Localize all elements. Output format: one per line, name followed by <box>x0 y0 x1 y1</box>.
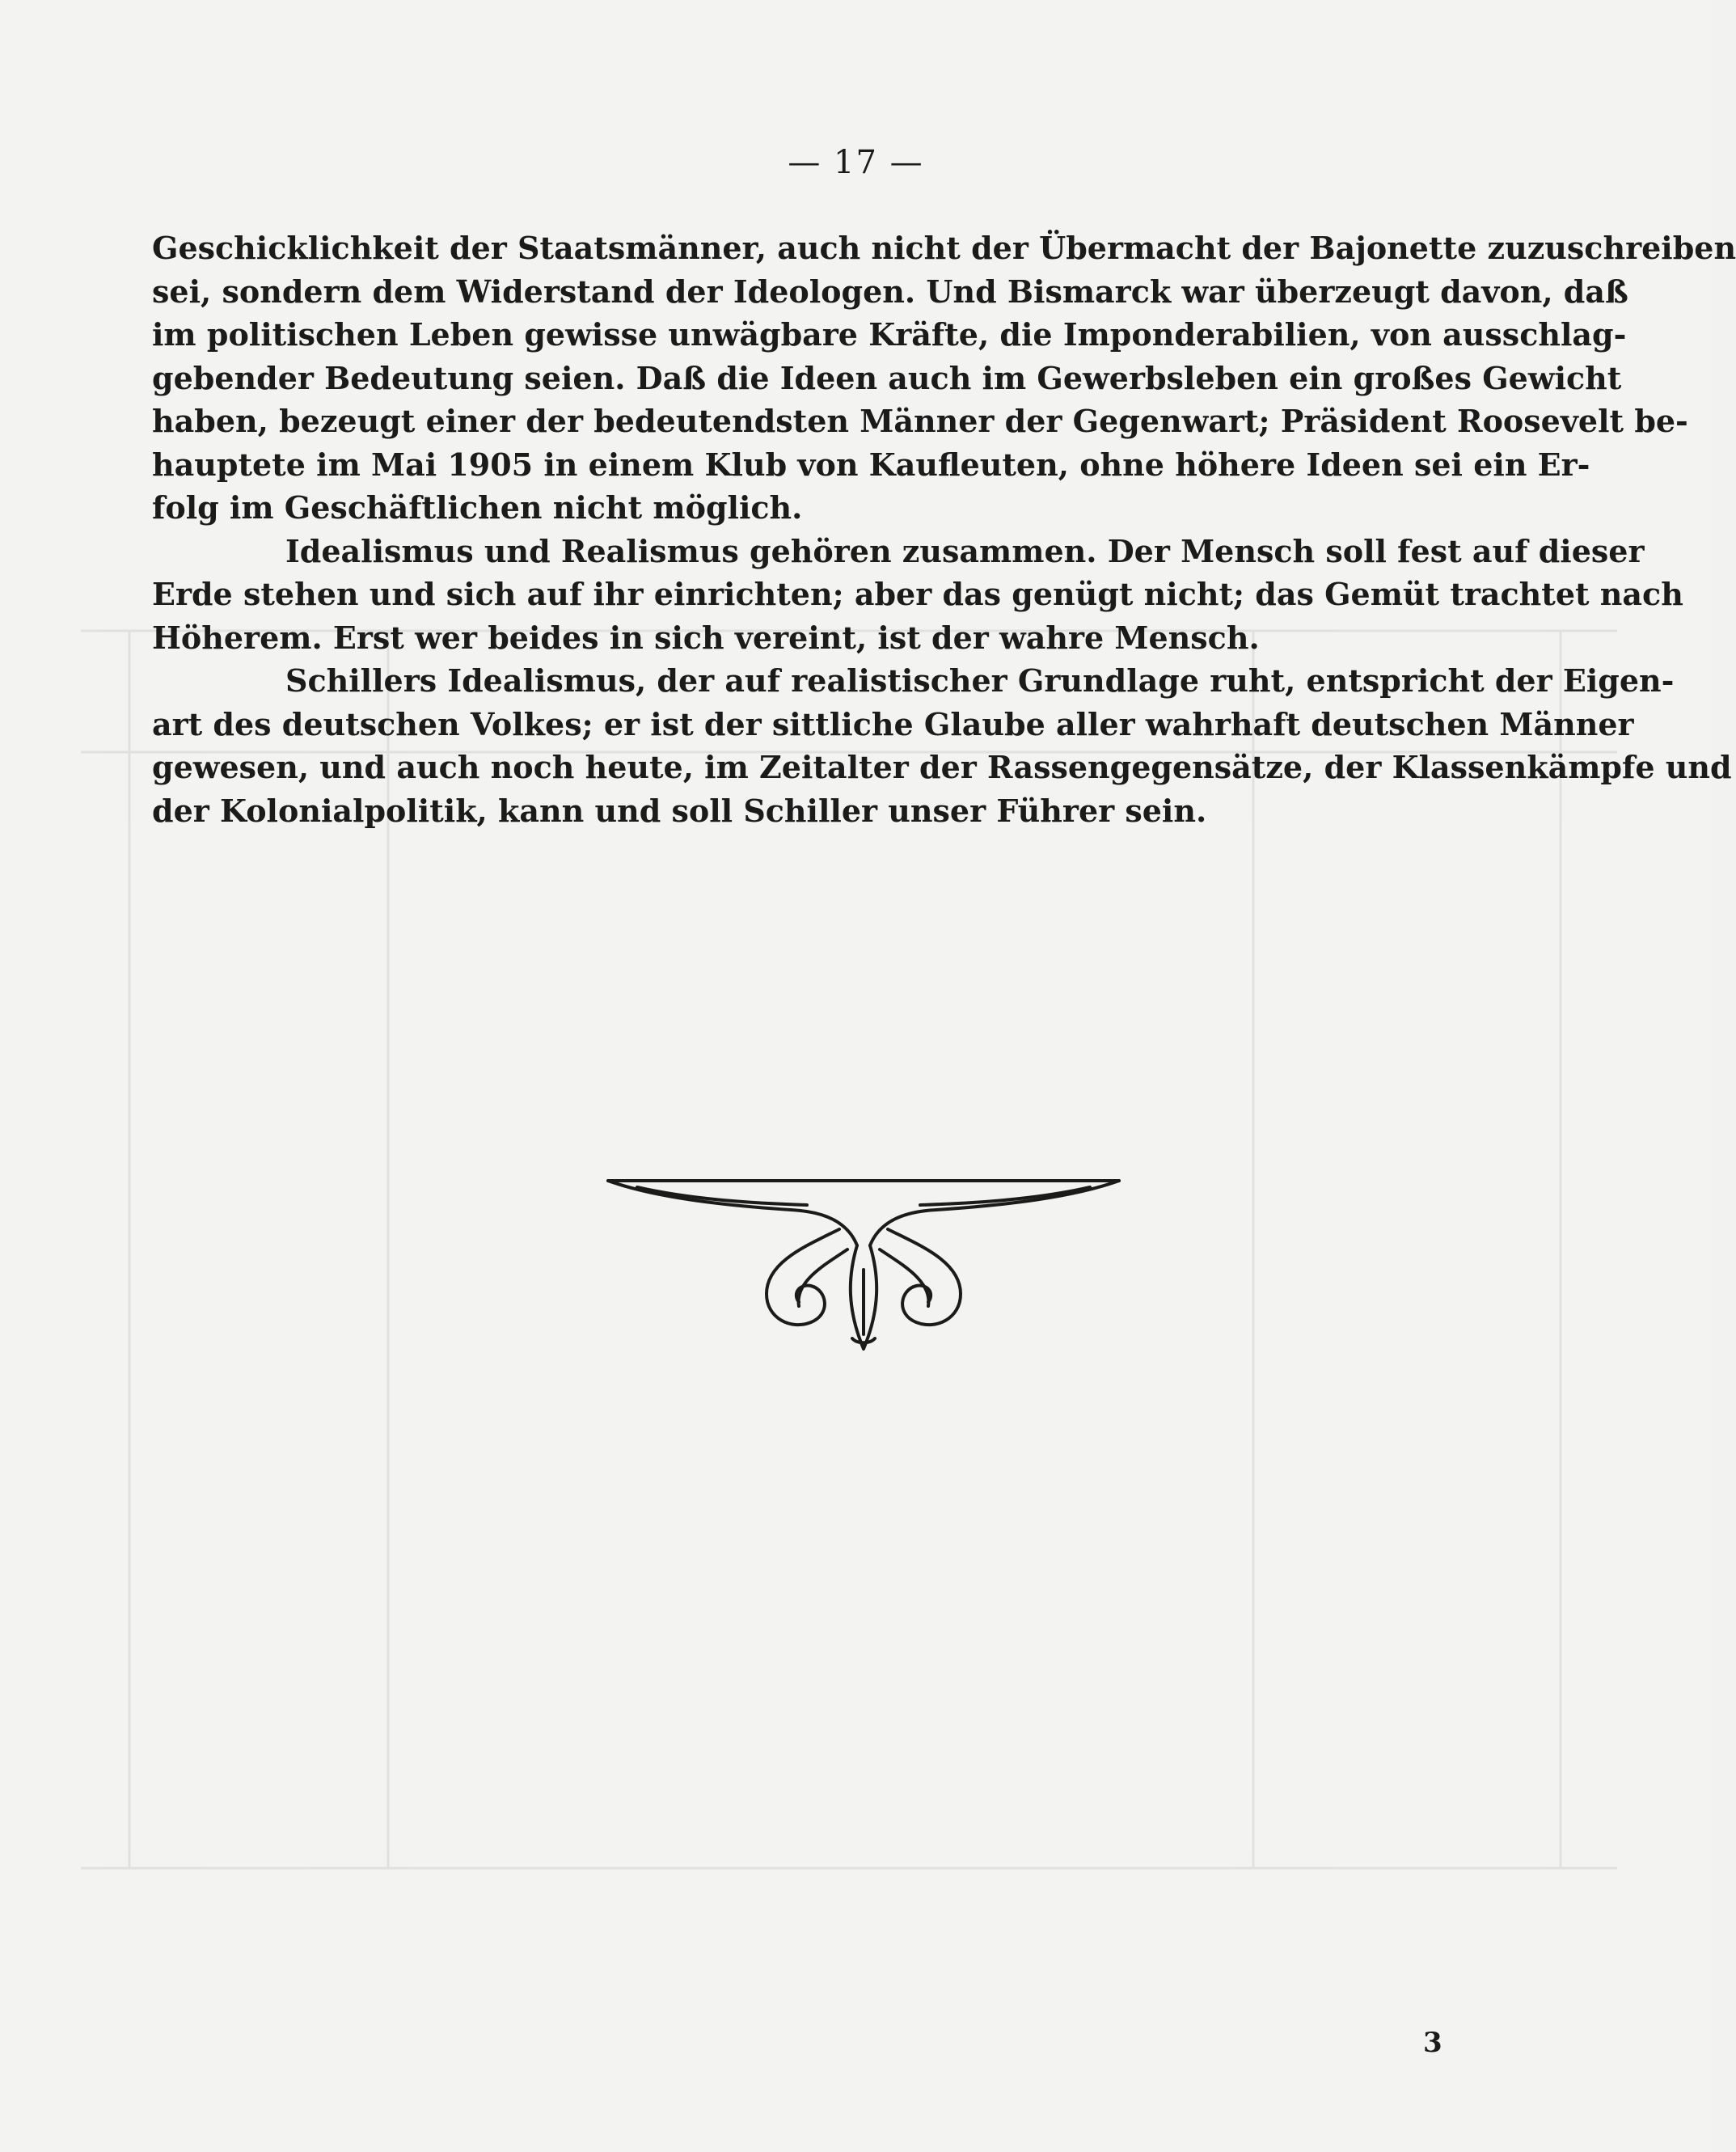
text-line: gebender Bedeutung seien. Daß die Ideen auch im Gewerbsleben ein großes Gewicht <box>152 359 1622 396</box>
text-line: Idealismus und Realismus gehören zusammen. Der Mensch soll fest auf dieser <box>285 532 1645 569</box>
vignette-ornament-icon <box>605 1173 1122 1355</box>
text-line: Höherem. Erst wer beides in sich vereint, ist der wahre Mensch. <box>152 619 1260 656</box>
text-line: Schillers Idealismus, der auf realistischer Grundlage ruht, entspricht der Eigen- <box>285 662 1675 699</box>
text-line: hauptete im Mai 1905 in einem Klub von Kaufleuten, ohne höhere Ideen sei ein Er- <box>152 446 1590 483</box>
text-line: Erde stehen und sich auf ihr einrichten; aber das genügt nicht; das Gemüt trachtet nach <box>152 576 1683 612</box>
text-line: folg im Geschäftlichen nicht möglich. <box>152 489 803 526</box>
text-line: haben, bezeugt einer der bedeutendsten Männer der Gegenwart; Präsident Roosevelt be- <box>152 403 1688 439</box>
page-number: — 17 — <box>788 144 924 181</box>
text-line: Geschicklichkeit der Staatsmänner, auch nicht der Übermacht der Bajonette zuzuschreiben <box>152 230 1736 266</box>
text-line: gewesen, und auch noch heute, im Zeitalter der Rassengegensätze, der Klassenkämpfe und <box>152 749 1732 785</box>
body-text <box>152 226 1736 832</box>
text-line: sei, sondern dem Widerstand der Ideologen. Und Bismarck war überzeugt davon, daß <box>152 273 1628 310</box>
text-line: art des deutschen Volkes; er ist der sittliche Glaube aller wahrhaft deutschen Männer <box>152 705 1634 742</box>
text-line: der Kolonialpolitik, kann und soll Schiller unser Führer sein. <box>152 792 1207 829</box>
text-line: im politischen Leben gewisse unwägbare Kräfte, die Imponderabilien, von ausschlag- <box>152 316 1627 353</box>
sheet-signature: 3 <box>1423 2027 1442 2059</box>
